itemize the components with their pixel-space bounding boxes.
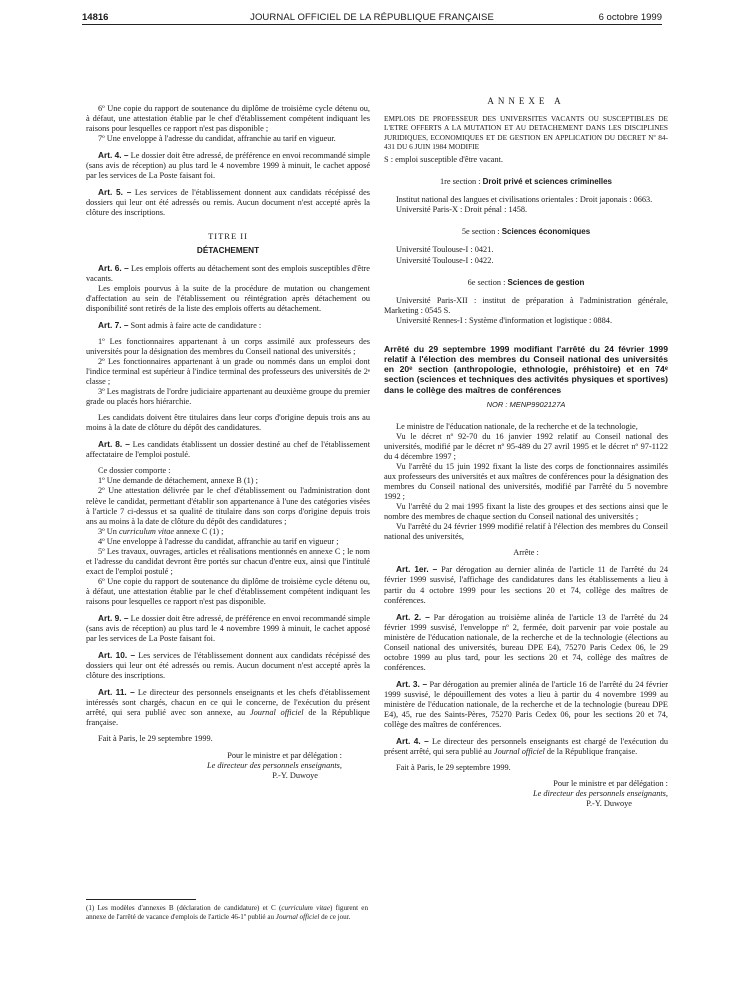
arrete-word: Arrête : (513, 548, 539, 558)
article-3: Art. 3. – Par dérogation au premier alinéa de l'article 16 de l'arrêté du 24 février 1999 susvisé, le dépouillement des votes a lieu à partir du 4 novembre 1999 au ministère de l'éducation nationale, de la recherche et de la technologie (bureau DPE E4), 45, rue des Saints-Pères, 75270 Paris Cedex 06, pour les sections 20 et 74, collège des maîtres de conférences. (384, 678, 669, 730)
article-8-item-4: 4º Une enveloppe à l'adresse du candidat, affranchie au tarif en vigueur ; (98, 536, 339, 546)
footnote-rule (86, 899, 196, 900)
fait-a-paris: Fait à Paris, le 29 septembre 1999. (98, 734, 213, 744)
article-1-label: Art. 1er. – (396, 564, 438, 575)
section-6-heading: 6e section : Sciences de gestion (467, 277, 585, 287)
article-2-label: Art. 2. – (396, 611, 430, 622)
article-8-item-1: 1º Une demande de détachement, annexe B (1) ; (98, 476, 258, 486)
annexe-a-title: ANNEXE A (487, 96, 565, 106)
article-6-para: Les emplois pourvus à la suite de la procédure de mutation ou changement d'affectation au sein de l'établissement ou réintégration après détachement ou disponibilité sont retirés de la liste des emplois offerts au détachement. (86, 283, 370, 313)
article-10-label: Art. 10. – (98, 650, 136, 661)
page-number: 14816 (82, 12, 109, 23)
left-column (86, 104, 370, 781)
article-11-label: Art. 11. – (98, 687, 135, 698)
fait-a-paris-right: Fait à Paris, le 29 septembre 1999. (396, 763, 511, 773)
nor-reference: NOR : MENP9902127A (486, 399, 566, 409)
journal-title: JOURNAL OFFICIEL DE LA RÉPUBLIQUE FRANÇAISE (250, 12, 494, 23)
section-6-line-1: Université Paris-XII : institut de préparation à l'administration générale, Marketing : 0545 S. (384, 295, 668, 315)
annexe-a-subtitle: EMPLOIS DE PROFESSEUR DES UNIVERSITES VACANTS OU SUSCEPTIBLES DE L'ETRE OFFERTS A LA MUTATION ET AU DETACHEMENT DANS LES DISCIPLINES JURIDIQUES, ECONOMIQUES ET DE GESTION EN APPLICATION DU DECRET Nº 84-431 DU 6 JUIN 1984 MODIFIE (384, 114, 668, 151)
titre-heading: TITRE II (208, 231, 248, 242)
article-7-item-2: 2º Les fonctionnaires appartenant à un grade ou nommés dans un emploi dont l'indice terminal est supérieur à l'indice terminal des professeurs des universités de 2ᵉ classe ; (86, 356, 370, 387)
article-6: Art. 6. – Les emplois offerts au détachement sont des emplois susceptibles d'être vacants. (86, 262, 370, 283)
article-8-item-2: 2º Une attestation délivrée par le chef d'établissement ou l'administration dont relève le candidat, permettant d'établir son appartenance à l'une des catégories visées à l'article 7 ci-dessus et sa qualité de titulaire dans son corps d'origine depuis trois ans au moins à la date de clôture du dépôt des candidatures ; (86, 486, 370, 526)
article-8-item-6: 6º Une copie du rapport de soutenance du diplôme de troisième cycle détenu ou, à défaut, une attestation établie par le chef d'établissement compétent indiquant les raisons pour lesquelles ce rapport n'est pas disponible. (86, 576, 370, 606)
section-1-line-2: Université Paris-X : Droit pénal : 1458. (396, 205, 528, 215)
article-8: Art. 8. – Les candidats établissent un dossier destiné au chef de l'établissement affectataire de l'emploi postulé. (86, 439, 371, 460)
article-2: Art. 2. – Par dérogation au troisième alinéa de l'article 13 de l'arrêté du 24 février 1999 susvisé, l'enveloppe nº 2, fermée, doit parvenir par voie postale au ministère de l'éducation nationale, de la recherche et de la technologie (élections au Conseil national des universités, bureau DPE E4), 75270 Paris Cedex 06, le 29 octobre 1999 au plus tard, pour les sections 20 et 74, collège des maîtres de conférences. (384, 611, 668, 672)
article-5-label: Art. 5. – (98, 187, 132, 198)
right-column (384, 96, 668, 809)
signature-right-line-1: Pour le ministre et par délégation : (553, 779, 668, 789)
visa-1: Vu le décret nº 92-70 du 16 janvier 1992 relatif au Conseil national des universités, modifié par le décret nº 95-489 du 27 avril 1995 et le décret nº 97-1122 du 4 décembre 1997 ; (384, 431, 668, 461)
article-4-label: Art. 4. – (98, 150, 129, 161)
article-7: Art. 7. – Sont admis à faire acte de candidature : (98, 319, 262, 330)
article-7-item-3: 3º Les magistrats de l'ordre judiciaire appartenant au deuxième groupe du premier grade ou placés hors hiérarchie. (86, 387, 370, 407)
footnote: (1) Les modèles d'annexes B (déclaration de candidature) et C (curriculum vitae) figurent en annexe de l'arrêté de vacance d'emplois de l'article 46-1º publié au Journal officiel de ce jour. (86, 904, 369, 921)
article-4: Art. 4. – Le dossier doit être adressé, de préférence en envoi recommandé simple (sans avis de réception) au plus tard le 4 novembre 1999 à minuit, le cachet apposé par les services de La Poste faisant foi. (86, 150, 370, 181)
header-rule (82, 24, 662, 25)
article-8-label: Art. 8. – (98, 439, 130, 450)
visa-3: Vu l'arrêté du 2 mai 1995 fixant la liste des groupes et des sections ainsi que le nombre des membres de chaque section du Conseil national des universités ; (384, 502, 668, 522)
issue-date: 6 octobre 1999 (598, 12, 662, 23)
section-5-line-1: Université Toulouse-I : 0421. (396, 245, 494, 255)
detachement-heading: DÉTACHEMENT (196, 245, 260, 255)
article-7-label: Art. 7. – (98, 319, 129, 330)
signature-right-line-2: Le directeur des personnels enseignants, (533, 789, 668, 799)
section-1-line-1: Institut national des langues et civilisations orientales : Droit japonais : 0663. (396, 195, 653, 205)
section-1-heading: 1re section : Droit privé et sciences criminelles (439, 177, 613, 187)
s-note: S : emploi susceptible d'être vacant. (384, 155, 504, 165)
article-8-item-5: 5º Les travaux, ouvrages, articles et réalisations mentionnés en annexe C ; le nom et l'adresse du candidat devront être portés sur chacun d'entre eux, ainsi que l'intitulé exact de l'emploi postulé ; (86, 546, 370, 576)
visa-4: Vu l'arrêté du 24 février 1999 modifié relatif à l'élection des membres du Conseil national des universités, (384, 522, 668, 542)
item-6: 6º Une copie du rapport de soutenance du diplôme de troisième cycle détenu ou, à défaut, une attestation établie par le chef d'établissement compétent indiquant les raisons pour lesquelles ce rapport n'est pas disponible ; (86, 104, 370, 134)
article-7-item-1: 1º Les fonctionnaires appartenant à un corps assimilé aux professeurs des universités pour la désignation des membres du Conseil national des universités ; (86, 336, 370, 356)
article-4-right: Art. 4. – Le directeur des personnels enseignants est chargé de l'exécution du présent arrêté, qui sera publié au Journal officiel de la République française. (384, 736, 668, 757)
signature-line-2: Le directeur des personnels enseignants, (207, 760, 342, 770)
section-6-line-2: Université Rennes-I : Système d'information et logistique : 0884. (396, 315, 613, 325)
visa-2: Vu l'arrêté du 15 juin 1992 fixant la liste des corps de fonctionnaires assimilés aux professeurs des universités et aux maîtres de conférences pour la désignation des membres du Conseil national des universités, modifié par l'arrêté du 5 novembre 1992 ; (384, 462, 668, 502)
visa-minister: Le ministre de l'éducation nationale, de la recherche et de la technologie, (396, 421, 638, 431)
article-10: Art. 10. – Les services de l'établissement donnent aux candidats récépissé des dossiers qui leur ont été adressés ou remis. Aucun document n'est accepté après la clôture des inscriptions. (86, 650, 370, 681)
article-5: Art. 5. – Les services de l'établissement donnent aux candidats récépissé des dossiers qui leur ont été adressés ou remis. Aucun document n'est accepté après la clôture des inscriptions. (86, 187, 370, 218)
article-1: Art. 1er. – Par dérogation au dernier alinéa de l'article 11 de l'arrêté du 24 février 1999 susvisé, l'affichage des candidatures dans les établissements a lieu à partir du 4 octobre 1999 pour les sections 20 et 74, collège des maîtres de conférences. (384, 564, 668, 605)
article-7-para: Les candidats doivent être titulaires dans leur corps d'origine depuis trois ans au moins à la date de clôture du dépôt des candidatures. (86, 413, 370, 433)
section-5-line-2: Université Toulouse-I : 0422. (396, 255, 494, 265)
signature-line-1: Pour le ministre et par délégation : (227, 750, 342, 760)
article-8-para: Ce dossier comporte : (98, 466, 171, 476)
signature-name: P.-Y. Duwoye (272, 770, 318, 780)
article-4-right-label: Art. 4. – (396, 736, 429, 747)
section-5-heading: 5e section : Sciences économiques (461, 227, 591, 237)
article-11: Art. 11. – Le directeur des personnels enseignants et les chefs d'établissement intéressés sont chargés, chacun en ce qui le concerne, de l'exécution du présent arrêté, qui sera publié avec son annexe, au Journal officiel de la République française. (86, 687, 371, 728)
article-9-label: Art. 9. – (98, 613, 129, 624)
item-7: 7º Une enveloppe à l'adresse du candidat, affranchie au tarif en vigueur. (98, 134, 336, 144)
article-3-label: Art. 3. – (396, 678, 428, 689)
arrete-title: Arrêté du 29 septembre 1999 modifiant l'arrêté du 24 février 1999 relatif à l'élection des membres du Conseil national des universités en 20ᵉ section (anthropologie, ethnologie, préhistoire) et en 74ᵉ section (sciences et techniques des activités physiques et sportives) dans le collège des maîtres de conférences (384, 343, 668, 395)
signature-right-name: P.-Y. Duwoye (586, 799, 632, 809)
article-8-item-3: 3º Un curriculum vitae annexe C (1) ; (98, 526, 224, 536)
article-6-label: Art. 6. – (98, 262, 129, 273)
article-9: Art. 9. – Le dossier doit être adressé, de préférence en envoi recommandé simple (sans avis de réception) au plus tard le 4 novembre 1999 à minuit, le cachet apposé par les services de La Poste faisant foi. (86, 613, 370, 644)
